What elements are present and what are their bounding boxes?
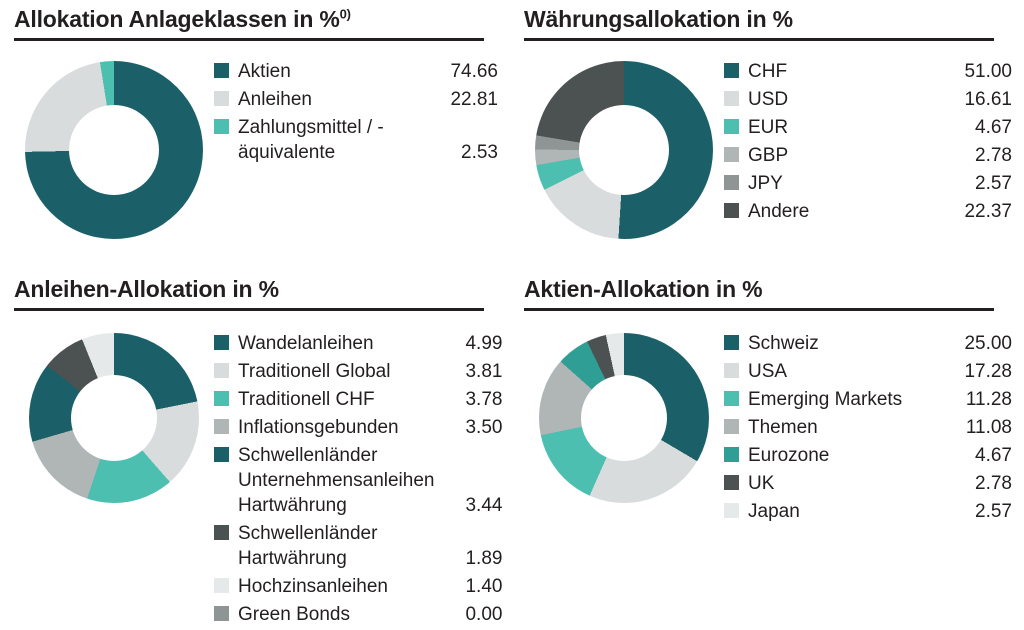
legend-item — [724, 443, 1012, 468]
legend-item-label: EUR — [748, 117, 789, 138]
legend-color-swatch — [724, 391, 739, 406]
panel-anleihen-allokation — [0, 270, 510, 625]
legend-item-value: 0.00 — [465, 604, 503, 625]
legend-item-label: Hochzinsanleihen — [238, 576, 388, 597]
legend-item-label: GBP — [748, 145, 789, 166]
legend-item — [724, 415, 1012, 440]
legend-color-swatch — [214, 391, 229, 406]
panel-title-text: Aktien-Allokation in % — [524, 276, 763, 302]
legend-item — [214, 331, 502, 356]
legend-item — [724, 499, 1012, 524]
legend-item-value: 22.37 — [964, 201, 1012, 222]
legend-item-value: 11.08 — [965, 417, 1012, 438]
legend-color-swatch — [214, 91, 229, 106]
panel-title-footnote: 0) — [339, 6, 351, 22]
legend-item-value: 2.53 — [461, 142, 498, 163]
legend-item-label: Japan — [748, 501, 800, 522]
legend-item-label: Schwellenländer Hartwährung — [238, 521, 440, 571]
legend-item-label: Traditionell CHF — [238, 389, 375, 410]
panel-allokation-anlageklassen — [0, 0, 510, 270]
legend-item — [724, 199, 1012, 224]
legend-item-value: 22.81 — [450, 89, 498, 110]
panel-title — [14, 276, 498, 303]
legend-item-value: 51.00 — [964, 61, 1012, 82]
legend-item-label-continued: Hartwährung — [238, 548, 347, 569]
legend-item-value: 2.57 — [975, 173, 1012, 194]
legend-item-value: 2.78 — [975, 145, 1012, 166]
legend-item-label: Anleihen — [238, 89, 312, 110]
title-divider — [524, 38, 994, 41]
legend-item-label-continued: äquivalente — [238, 142, 336, 163]
legend-item-label: Aktien — [238, 61, 291, 82]
legend-item-label: Emerging Markets — [748, 389, 903, 410]
donut-hole — [69, 105, 159, 195]
legend-item-value: 4.67 — [975, 117, 1012, 138]
legend-item-value: 3.78 — [465, 389, 503, 410]
legend-item-label: Green Bonds — [238, 604, 350, 625]
legend-color-swatch — [214, 525, 229, 540]
panel-waehrungsallokation — [510, 0, 1024, 270]
donut-chart — [539, 333, 709, 503]
donut-chart — [535, 61, 713, 239]
legend-item — [724, 59, 1012, 84]
chart-legend — [214, 327, 502, 630]
legend-item — [724, 359, 1012, 384]
legend-item — [214, 521, 502, 571]
legend-color-swatch — [214, 578, 229, 593]
legend-color-swatch — [724, 363, 739, 378]
legend-item-value: 17.28 — [964, 361, 1012, 382]
legend-item — [214, 359, 502, 384]
legend-item-value: 4.67 — [975, 445, 1012, 466]
panel-aktien-allokation — [510, 270, 1024, 619]
legend-item-label: USD — [748, 89, 789, 110]
legend-item-label: Inflationsgebunden — [238, 417, 399, 438]
legend-item-value: 2.78 — [975, 473, 1012, 494]
legend-item — [214, 602, 502, 627]
legend-item-label: Schweiz — [748, 333, 819, 354]
donut-chart-wrap — [524, 55, 724, 239]
legend-color-swatch — [724, 119, 739, 134]
legend-item — [214, 115, 498, 165]
panel-title — [14, 6, 498, 33]
donut-hole — [581, 375, 667, 461]
legend-item — [724, 387, 1012, 412]
chart-legend — [724, 55, 1012, 227]
title-divider — [14, 308, 484, 311]
chart-legend — [214, 55, 498, 168]
legend-color-swatch — [724, 175, 739, 190]
donut-hole — [71, 375, 157, 461]
legend-item — [724, 171, 1012, 196]
panel-title-text: Währungsallokation in % — [524, 6, 793, 32]
legend-color-swatch — [724, 63, 739, 78]
legend-item — [214, 443, 502, 518]
donut-chart-wrap — [14, 327, 214, 503]
legend-item-label: UK — [748, 473, 775, 494]
panel-body — [524, 55, 1012, 239]
legend-item-value: 3.44 — [465, 495, 503, 516]
panel-title-text: Anleihen-Allokation in % — [14, 276, 279, 302]
legend-item-label: CHF — [748, 61, 788, 82]
legend-item-value: 2.57 — [975, 501, 1012, 522]
panel-body — [14, 55, 498, 239]
legend-item-value: 1.40 — [465, 576, 503, 597]
legend-item-value: 4.99 — [465, 333, 503, 354]
legend-item-label: Eurozone — [748, 445, 830, 466]
legend-item — [724, 143, 1012, 168]
panel-title — [524, 276, 1012, 303]
legend-item — [724, 331, 1012, 356]
legend-item-label: Schwellenländer Unternehmensanleihen Hartwährung — [238, 445, 435, 516]
legend-item-label-continued: Unternehmensanleihen — [238, 470, 435, 491]
legend-color-swatch — [724, 447, 739, 462]
panel-title — [524, 6, 1012, 33]
legend-color-swatch — [214, 63, 229, 78]
legend-item — [214, 59, 498, 84]
donut-chart — [25, 61, 203, 239]
legend-item — [214, 387, 502, 412]
legend-item-label-continued: Hartwährung — [238, 495, 347, 516]
donut-hole — [579, 105, 669, 195]
panel-body — [14, 327, 503, 630]
legend-item-value: 3.81 — [465, 361, 503, 382]
legend-color-swatch — [214, 363, 229, 378]
legend-color-swatch — [724, 203, 739, 218]
legend-color-swatch — [214, 447, 229, 462]
legend-item-value: 1.89 — [465, 548, 503, 569]
legend-item — [214, 574, 502, 599]
legend-color-swatch — [724, 91, 739, 106]
legend-color-swatch — [214, 419, 229, 434]
legend-item-label: Wandelanleihen — [238, 333, 374, 354]
legend-item-value: 25.00 — [964, 333, 1012, 354]
panel-title-text: Allokation Anlageklassen in % — [14, 6, 340, 32]
legend-item-label: Andere — [748, 201, 810, 222]
legend-color-swatch — [214, 335, 229, 350]
chart-legend — [724, 327, 1012, 527]
legend-item — [724, 115, 1012, 140]
legend-color-swatch — [724, 503, 739, 518]
legend-color-swatch — [724, 475, 739, 490]
title-divider — [14, 38, 484, 41]
legend-item-label: Zahlungsmittel / - äquivalente — [238, 115, 436, 165]
legend-item-value: 74.66 — [450, 61, 498, 82]
legend-color-swatch — [214, 119, 229, 134]
legend-item-value: 16.61 — [964, 89, 1012, 110]
legend-item — [214, 415, 502, 440]
legend-item-label: USA — [748, 361, 788, 382]
donut-chart — [29, 333, 199, 503]
donut-chart-wrap — [14, 55, 214, 239]
legend-color-swatch — [724, 335, 739, 350]
legend-item-label: JPY — [748, 173, 783, 194]
legend-item — [724, 471, 1012, 496]
legend-item — [214, 87, 498, 112]
legend-item-label: Themen — [748, 417, 818, 438]
title-divider — [524, 308, 994, 311]
donut-chart-wrap — [524, 327, 724, 503]
panel-body — [524, 327, 1012, 527]
legend-color-swatch — [724, 147, 739, 162]
legend-item — [724, 87, 1012, 112]
legend-item-value: 11.28 — [965, 389, 1012, 410]
legend-color-swatch — [724, 419, 739, 434]
legend-item-value: 3.50 — [465, 417, 503, 438]
legend-item-label: Traditionell Global — [238, 361, 391, 382]
